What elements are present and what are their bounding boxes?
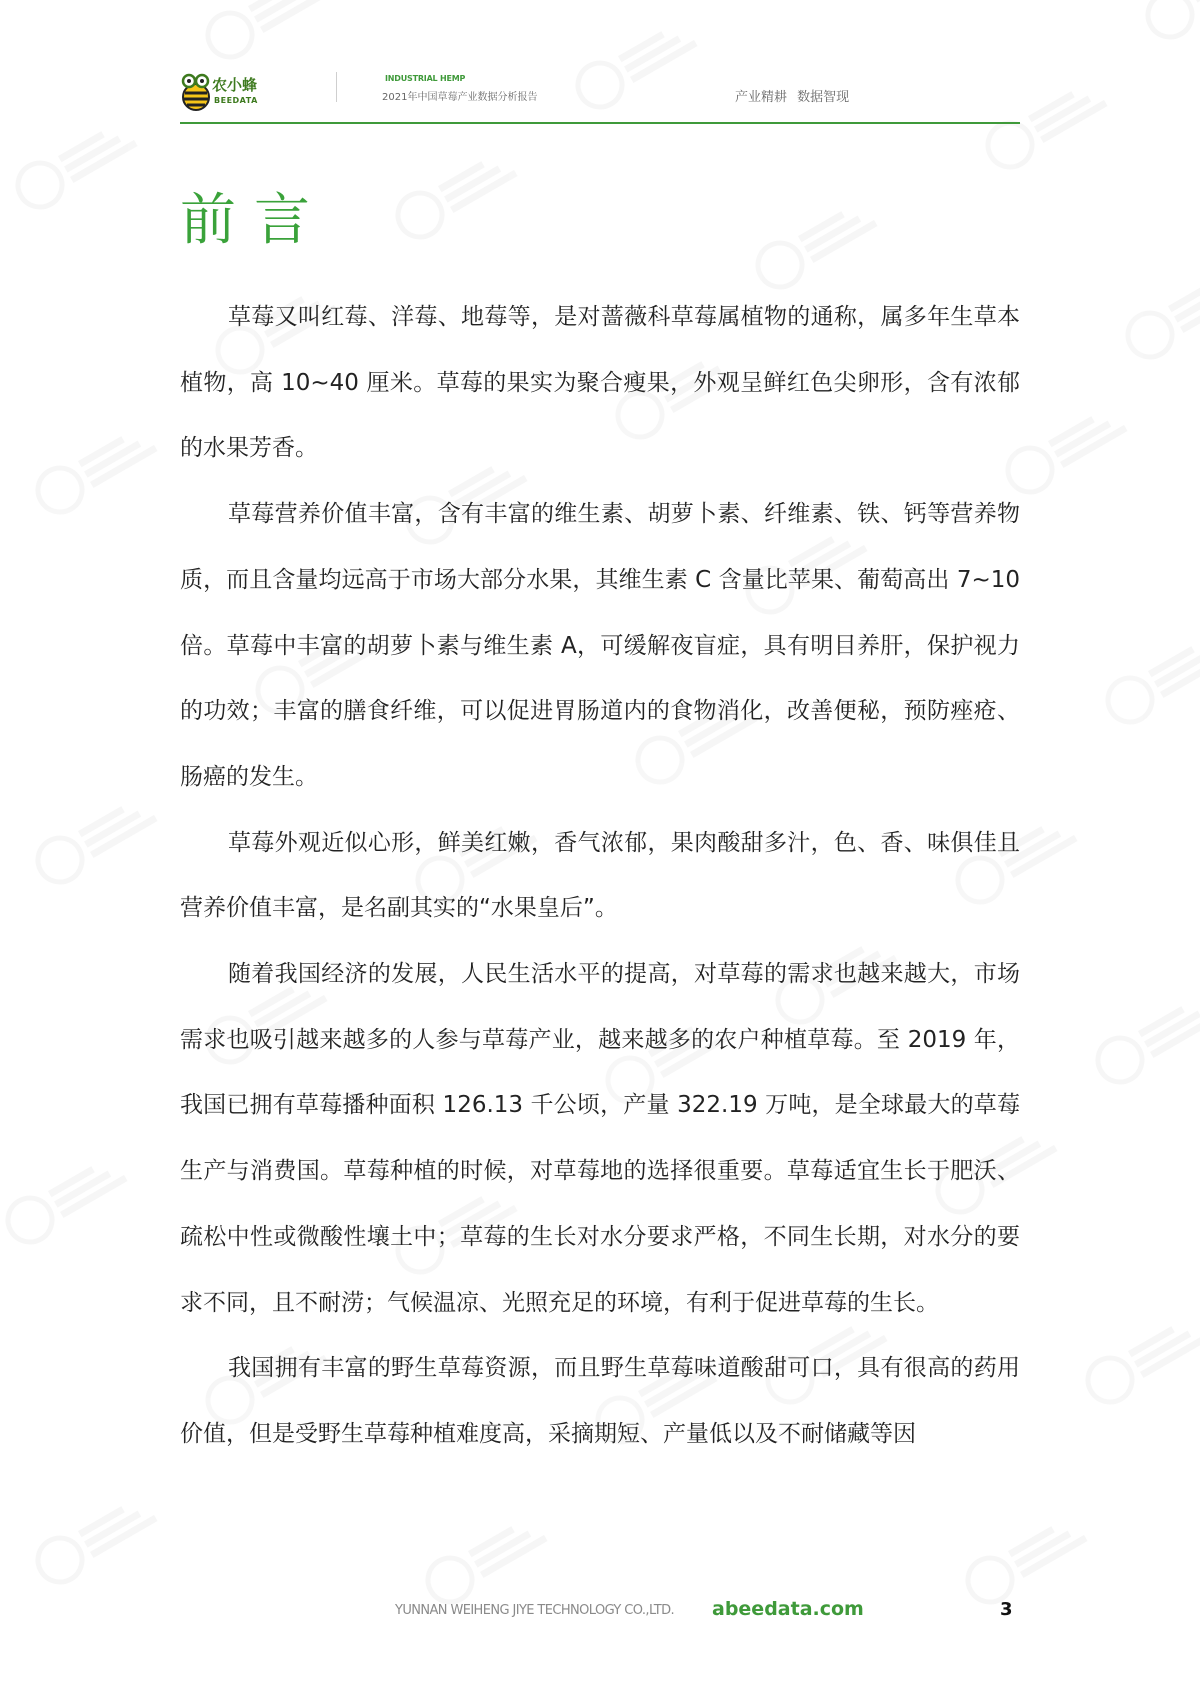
- logo-en-text: BEEDATA: [214, 96, 258, 105]
- page-title: 前言: [180, 188, 328, 253]
- bee-watermark-icon: [1140, 0, 1200, 45]
- bee-watermark-icon: [200, 0, 331, 65]
- paragraph: 草莓外观近似心形，鲜美红嫩，香气浓郁，果肉酸甜多汁，色、香、味俱佳且营养价值丰富，是名副其实的“水果皇后”。: [180, 829, 1020, 922]
- bee-watermark-icon: [1090, 989, 1200, 1090]
- header-divider: [336, 72, 337, 102]
- paragraph: 随着我国经济的发展，人民生活水平的提高，对草莓的需求也越来越大，市场需求也吸引越来越多的人参与草莓产业，越来越多的农户种植草莓。至 2019 年，我国已拥有草莓播种面积 126.13 千公顷，产量 322.19 万吨，是全球最大的草莓生产与消费国。草莓种植的时候，对草莓地的选择很重要。草莓适宜生长于肥沃、疏松中性或微酸性壤土中；草莓的生长对水分要求严格，不同生长期，对水分的要求不同，且不耐涝；气候温凉、光照充足的环境，有利于促进草莓的生长。: [180, 961, 1020, 1316]
- header-rule: [180, 122, 1020, 124]
- brand-logo: [180, 72, 266, 116]
- report-title-cn: 2021年中国草莓产业数据分析报告: [382, 92, 538, 103]
- paragraph: 我国拥有丰富的野生草莓资源，而且野生草莓味道酸甜可口，具有很高的药用价值，但是受野生草莓种植难度高，采摘期短、产量低以及不耐储藏等因: [180, 1355, 1020, 1447]
- footer-website: abeedata.com: [712, 1598, 864, 1620]
- bee-watermark-icon: [30, 789, 161, 890]
- paragraph: 草莓营养价值丰富，含有丰富的维生素、胡萝卜素、纤维素、铁、钙等营养物质，而且含量均远高于市场大部分水果，其维生素 C 含量比苹果、葡萄高出 7~10 倍。草莓中丰富的胡萝卜素与维生素 A，可缓解夜盲症，具有明目养肝，保护视力的功效；丰富的膳食纤维，可以促进胃肠道内的食物消化，改善便秘，预防痤疮、肠癌的发生。: [180, 501, 1020, 790]
- footer-company: YUNNAN WEIHENG JIYE TECHNOLOGY CO.,LTD.: [395, 1603, 675, 1618]
- bee-watermark-icon: [1120, 264, 1200, 365]
- bee-logo-icon: [180, 72, 212, 112]
- bee-watermark-icon: [10, 114, 141, 215]
- bee-watermark-icon: [1100, 629, 1200, 730]
- bee-watermark-icon: [1080, 1309, 1200, 1410]
- body-text: [180, 285, 1020, 1468]
- page-footer: [180, 1595, 1020, 1625]
- report-title-en: INDUSTRIAL HEMP: [385, 74, 466, 83]
- bee-watermark-icon: [390, 144, 521, 245]
- bee-watermark-icon: [30, 419, 161, 520]
- paragraph: 草莓又叫红莓、洋莓、地莓等，是对蔷薇科草莓属植物的通称，属多年生草本植物，高 10~40 厘米。草莓的果实为聚合瘦果，外观呈鲜红色尖卵形，含有浓郁的水果芳香。: [180, 304, 1020, 462]
- header-slogan: 产业精耕 数据智现: [735, 90, 850, 105]
- bee-watermark-icon: [30, 1489, 161, 1590]
- bee-watermark-icon: [0, 1149, 131, 1250]
- page-header: [180, 66, 1020, 128]
- bee-watermark-icon: [750, 194, 881, 295]
- logo-cn-text: 农小蜂: [212, 76, 258, 94]
- page-number: 3: [1000, 1599, 1013, 1620]
